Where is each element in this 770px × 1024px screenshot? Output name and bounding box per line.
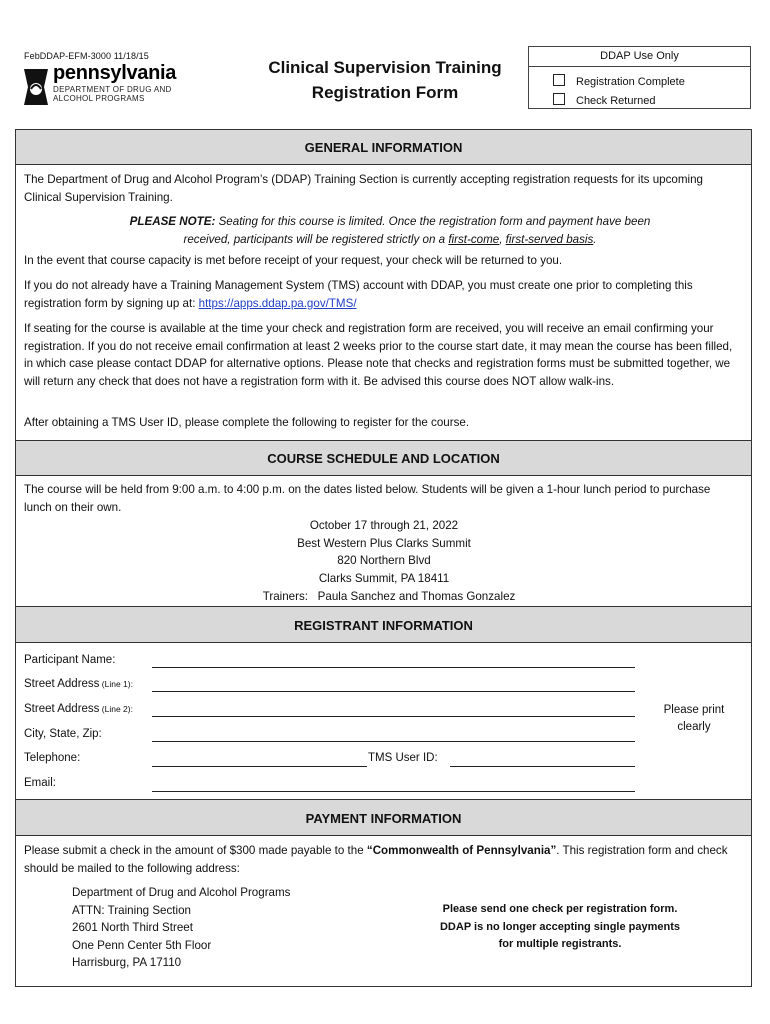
- city-state-zip-field[interactable]: [152, 741, 635, 742]
- schedule-heading: COURSE SCHEDULE AND LOCATION: [16, 440, 751, 476]
- city-state-zip-label: City, State, Zip:: [24, 728, 102, 740]
- next-step-text: After obtaining a TMS User ID, please complete the following to register for the course.: [24, 416, 470, 429]
- schedule-city: Clarks Summit, PA 18411: [318, 572, 450, 585]
- general-info-heading: GENERAL INFORMATION: [16, 129, 751, 165]
- schedule-dates: October 17 through 21, 2022: [309, 519, 459, 532]
- payment-intro: Please submit a check in the amount of $300 made payable to the “Commonwealth of Pennsylvania”. This registration form and check should be mailed to the following address:: [24, 844, 728, 875]
- print-clearly-note: Please print clearly: [663, 704, 725, 733]
- form-id: FebDDAP-EFM-3000 11/18/15: [24, 51, 149, 61]
- street1-label: Street Address (Line 1):: [24, 678, 133, 690]
- schedule-venue: Best Western Plus Clarks Summit: [297, 537, 471, 550]
- check-returned-checkbox[interactable]: [553, 93, 565, 105]
- payment-heading: PAYMENT INFORMATION: [16, 799, 751, 836]
- registration-complete-row[interactable]: Registration Complete: [553, 74, 685, 89]
- confirmation-text: If seating for the course is available at the time your check and registration form are received, you will receive an email confirming your registration. If you do not receive email confirmation at least 2 weeks prior to the course start date, it may mean the course has been filled, in which case please contact DDAP for alternative options. Please note that checks and registration forms must be submitted together, we will return any check that does not have a registration form with it. Be advised this course does NOT allow walk-ins.: [24, 322, 733, 388]
- address-line: ATTN: Training Section: [72, 903, 191, 917]
- schedule-trainers: Trainers: Paula Sanchez and Thomas Gonzalez: [262, 590, 516, 603]
- mailing-address: [72, 884, 290, 972]
- general-intro: The Department of Drug and Alcohol Program’s (DDAP) Training Section is currently accepting registration requests for its upcoming Clinical Supervision Training.: [24, 173, 703, 204]
- logo-wordmark: pennsylvania: [53, 62, 177, 84]
- pa-ddap-logo: [22, 63, 202, 111]
- telephone-field[interactable]: [152, 766, 367, 767]
- street1-field[interactable]: [152, 691, 635, 692]
- street2-label: Street Address (Line 2):: [24, 703, 133, 715]
- seating-note: PLEASE NOTE: Seating for this course is limited. Once the registration form and payment have been received, participants will be registered strictly on a first-come, first-served basis.: [129, 215, 651, 246]
- telephone-label: Telephone:: [24, 752, 81, 764]
- logo-subtitle: DEPARTMENT OF DRUG AND ALCOHOL PROGRAMS: [53, 85, 172, 103]
- address-line: 2601 North Third Street: [72, 921, 193, 934]
- registration-complete-checkbox[interactable]: [553, 74, 565, 86]
- email-field[interactable]: [152, 791, 635, 792]
- participant-name-label: Participant Name:: [24, 654, 116, 666]
- ddap-use-only-box: [528, 46, 751, 109]
- schedule-street: 820 Northern Blvd: [337, 554, 431, 567]
- payment-notice: Please send one check per registration form. DDAP is no longer accepting single payments for multiple registrants.: [439, 903, 681, 950]
- tms-signup-link[interactable]: https://apps.ddap.pa.gov/TMS/: [198, 296, 357, 310]
- registrant-heading: REGISTRANT INFORMATION: [16, 606, 751, 643]
- capacity-text: In the event that course capacity is met before receipt of your request, your check will be returned to you.: [24, 254, 563, 267]
- page-title: Clinical Supervision Training Registration Form: [268, 58, 502, 102]
- keystone-logo-icon: [22, 67, 50, 107]
- check-returned-row[interactable]: Check Returned: [553, 93, 656, 108]
- address-line: One Penn Center 5th Floor: [72, 938, 212, 952]
- tms-user-id-label: TMS User ID:: [368, 752, 438, 764]
- participant-name-field[interactable]: [152, 667, 635, 668]
- address-line: Department of Drug and Alcohol Programs: [72, 886, 291, 899]
- schedule-intro: The course will be held from 9:00 a.m. to 4:00 p.m. on the dates listed below. Students will be given a 1-hour lunch period to purchase lunch on their own.: [24, 483, 711, 514]
- ddap-box-heading: DDAP Use Only: [529, 47, 750, 67]
- tms-user-id-field[interactable]: [450, 766, 635, 767]
- email-label: Email:: [24, 777, 56, 789]
- address-line: Harrisburg, PA 17110: [72, 956, 182, 969]
- tms-signup-text: If you do not already have a Training Management System (TMS) account with DDAP, you must create one prior to completing this registration form by signing up at: https://apps.ddap.pa.gov/TMS/: [24, 279, 693, 310]
- street2-field[interactable]: [152, 716, 635, 717]
